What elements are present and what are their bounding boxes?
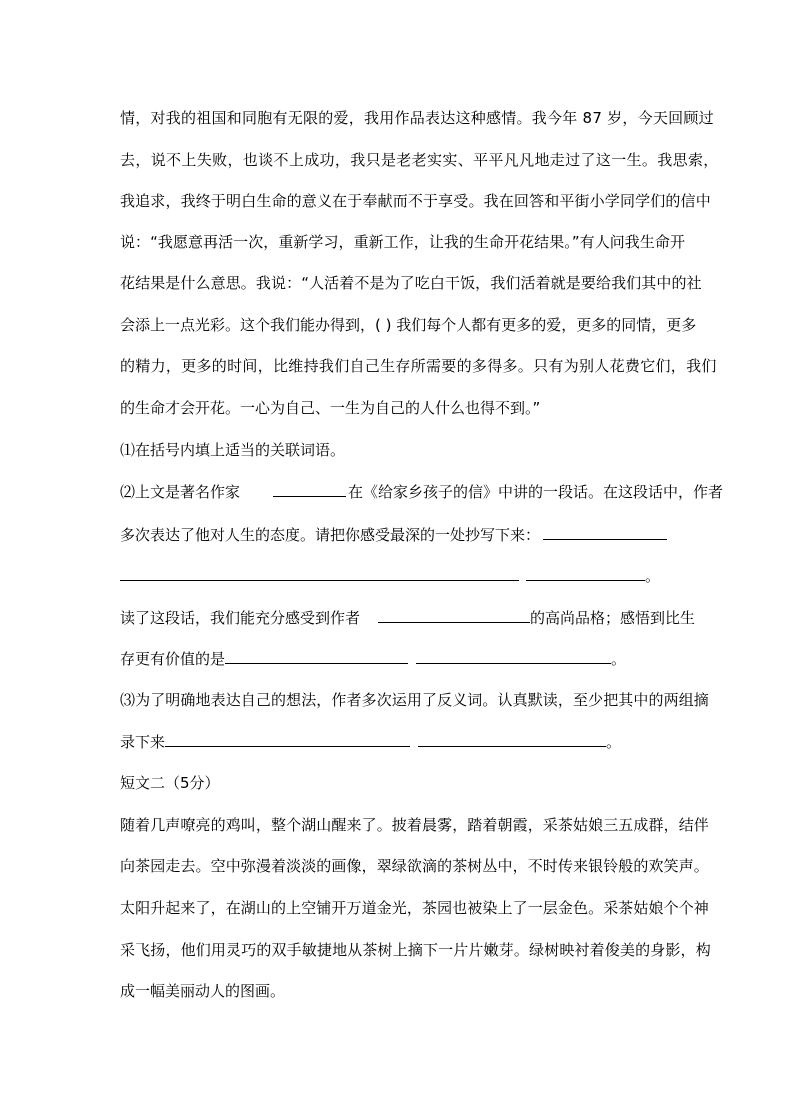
passage2-heading: 短文二（5分） [120,774,220,792]
period: 。 [645,567,661,585]
question-2-value-prompt: 存更有价值的是 [120,650,226,668]
passage1-line-8: 的生命才会开花。一心为自己、一生为自己的人什么也得不到。” [120,399,541,417]
question-2-character-suffix: 的高尚品格；感悟到比生 [530,609,696,627]
value-answer-blank-1[interactable] [225,648,408,664]
question-2-text: 在《给家乡孩子的信》中讲的一段话。在这段话中，作者 [348,483,724,501]
passage1-line-3: 我追求，我终于明白生命的意义在于奉献而不于享受。我在回答和平街小学同学们的信中 [120,192,711,210]
question-1: ⑴在括号内填上适当的关联词语。 [120,441,346,459]
question-2-prompt: 多次表达了他对人生的态度。请把你感受最深的一处抄写下来： [120,526,541,544]
question-3-prompt: 录下来 [120,733,166,751]
passage1-line-4: 说：“我愿意再活一次，重新学习，重新工作，让我的生命开花结果。”有人问我生命开 [120,233,685,251]
question-2-line-1 [120,481,723,501]
passage2-line-2: 向茶园走去。空中弥漫着淡淡的画像，翠绿欲滴的茶树丛中，不时传来银铃般的欢笑声。 [120,857,709,875]
passage1-line-6: 会添上一点光彩。这个我们能办得到，( ) 我们每个人都有更多的爱，更多的同情，更多 [120,316,697,334]
question-2-line-3 [120,565,660,585]
passage2-line-1: 随着几声嘹亮的鸡叫，整个湖山醒来了。披着晨雾，踏着朝霞，采茶姑娘三五成群，结伴 [120,816,709,834]
passage1-line-1: 情，对我的祖国和同胞有无限的爱，我用作品表达这种感情。我今年 87 岁，今天回顾过 [120,109,714,127]
value-answer-blank-2[interactable] [416,648,611,664]
question-2-prefix: ⑵上文是著名作家 [120,483,241,501]
antonym-answer-blank-2[interactable] [418,731,606,747]
passage2-line-3: 太阳升起来了，在湖山的上空铺开万道金光，茶园也被染上了一层金色。采茶姑娘个个神 [120,899,709,917]
favorite-sentence-blank-1[interactable] [543,524,667,540]
character-answer-blank[interactable] [378,607,530,623]
antonym-answer-blank-1[interactable] [165,731,410,747]
question-2-character-prompt: 读了这段话，我们能充分感受到作者 [120,609,361,627]
question-2-line-5 [120,648,626,668]
question-3-line-2 [120,731,621,751]
favorite-sentence-blank-2[interactable] [120,565,519,581]
passage1-line-5: 花结果是什么意思。我说：“人活着不是为了吃白干饭，我们活着就是要给我们其中的社 [120,274,702,292]
period: 。 [611,650,627,668]
author-answer-blank[interactable] [273,481,346,497]
passage1-line-7: 的精力，更多的时间，比维持我们自己生存所需要的多得多。只有为别人花费它们，我们 [120,357,717,375]
question-2-line-2 [120,524,667,544]
passage2-line-4: 采飞扬，他们用灵巧的双手敏捷地从茶树上摘下一片片嫩芽。绿树映衬着俊美的身影，构 [120,941,711,959]
favorite-sentence-blank-3[interactable] [526,565,645,581]
question-2-line-4 [120,607,695,627]
question-3-line-1: ⑶为了明确地表达自己的想法，作者多次运用了反义词。认真默读，至少把其中的两组摘 [120,691,709,709]
passage1-line-2: 去，说不上失败，也谈不上成功，我只是老老实实、平平凡凡地走过了这一生。我思索， [120,151,719,169]
passage2-line-5: 成一幅美丽动人的图画。 [120,982,286,1000]
period: 。 [606,733,622,751]
